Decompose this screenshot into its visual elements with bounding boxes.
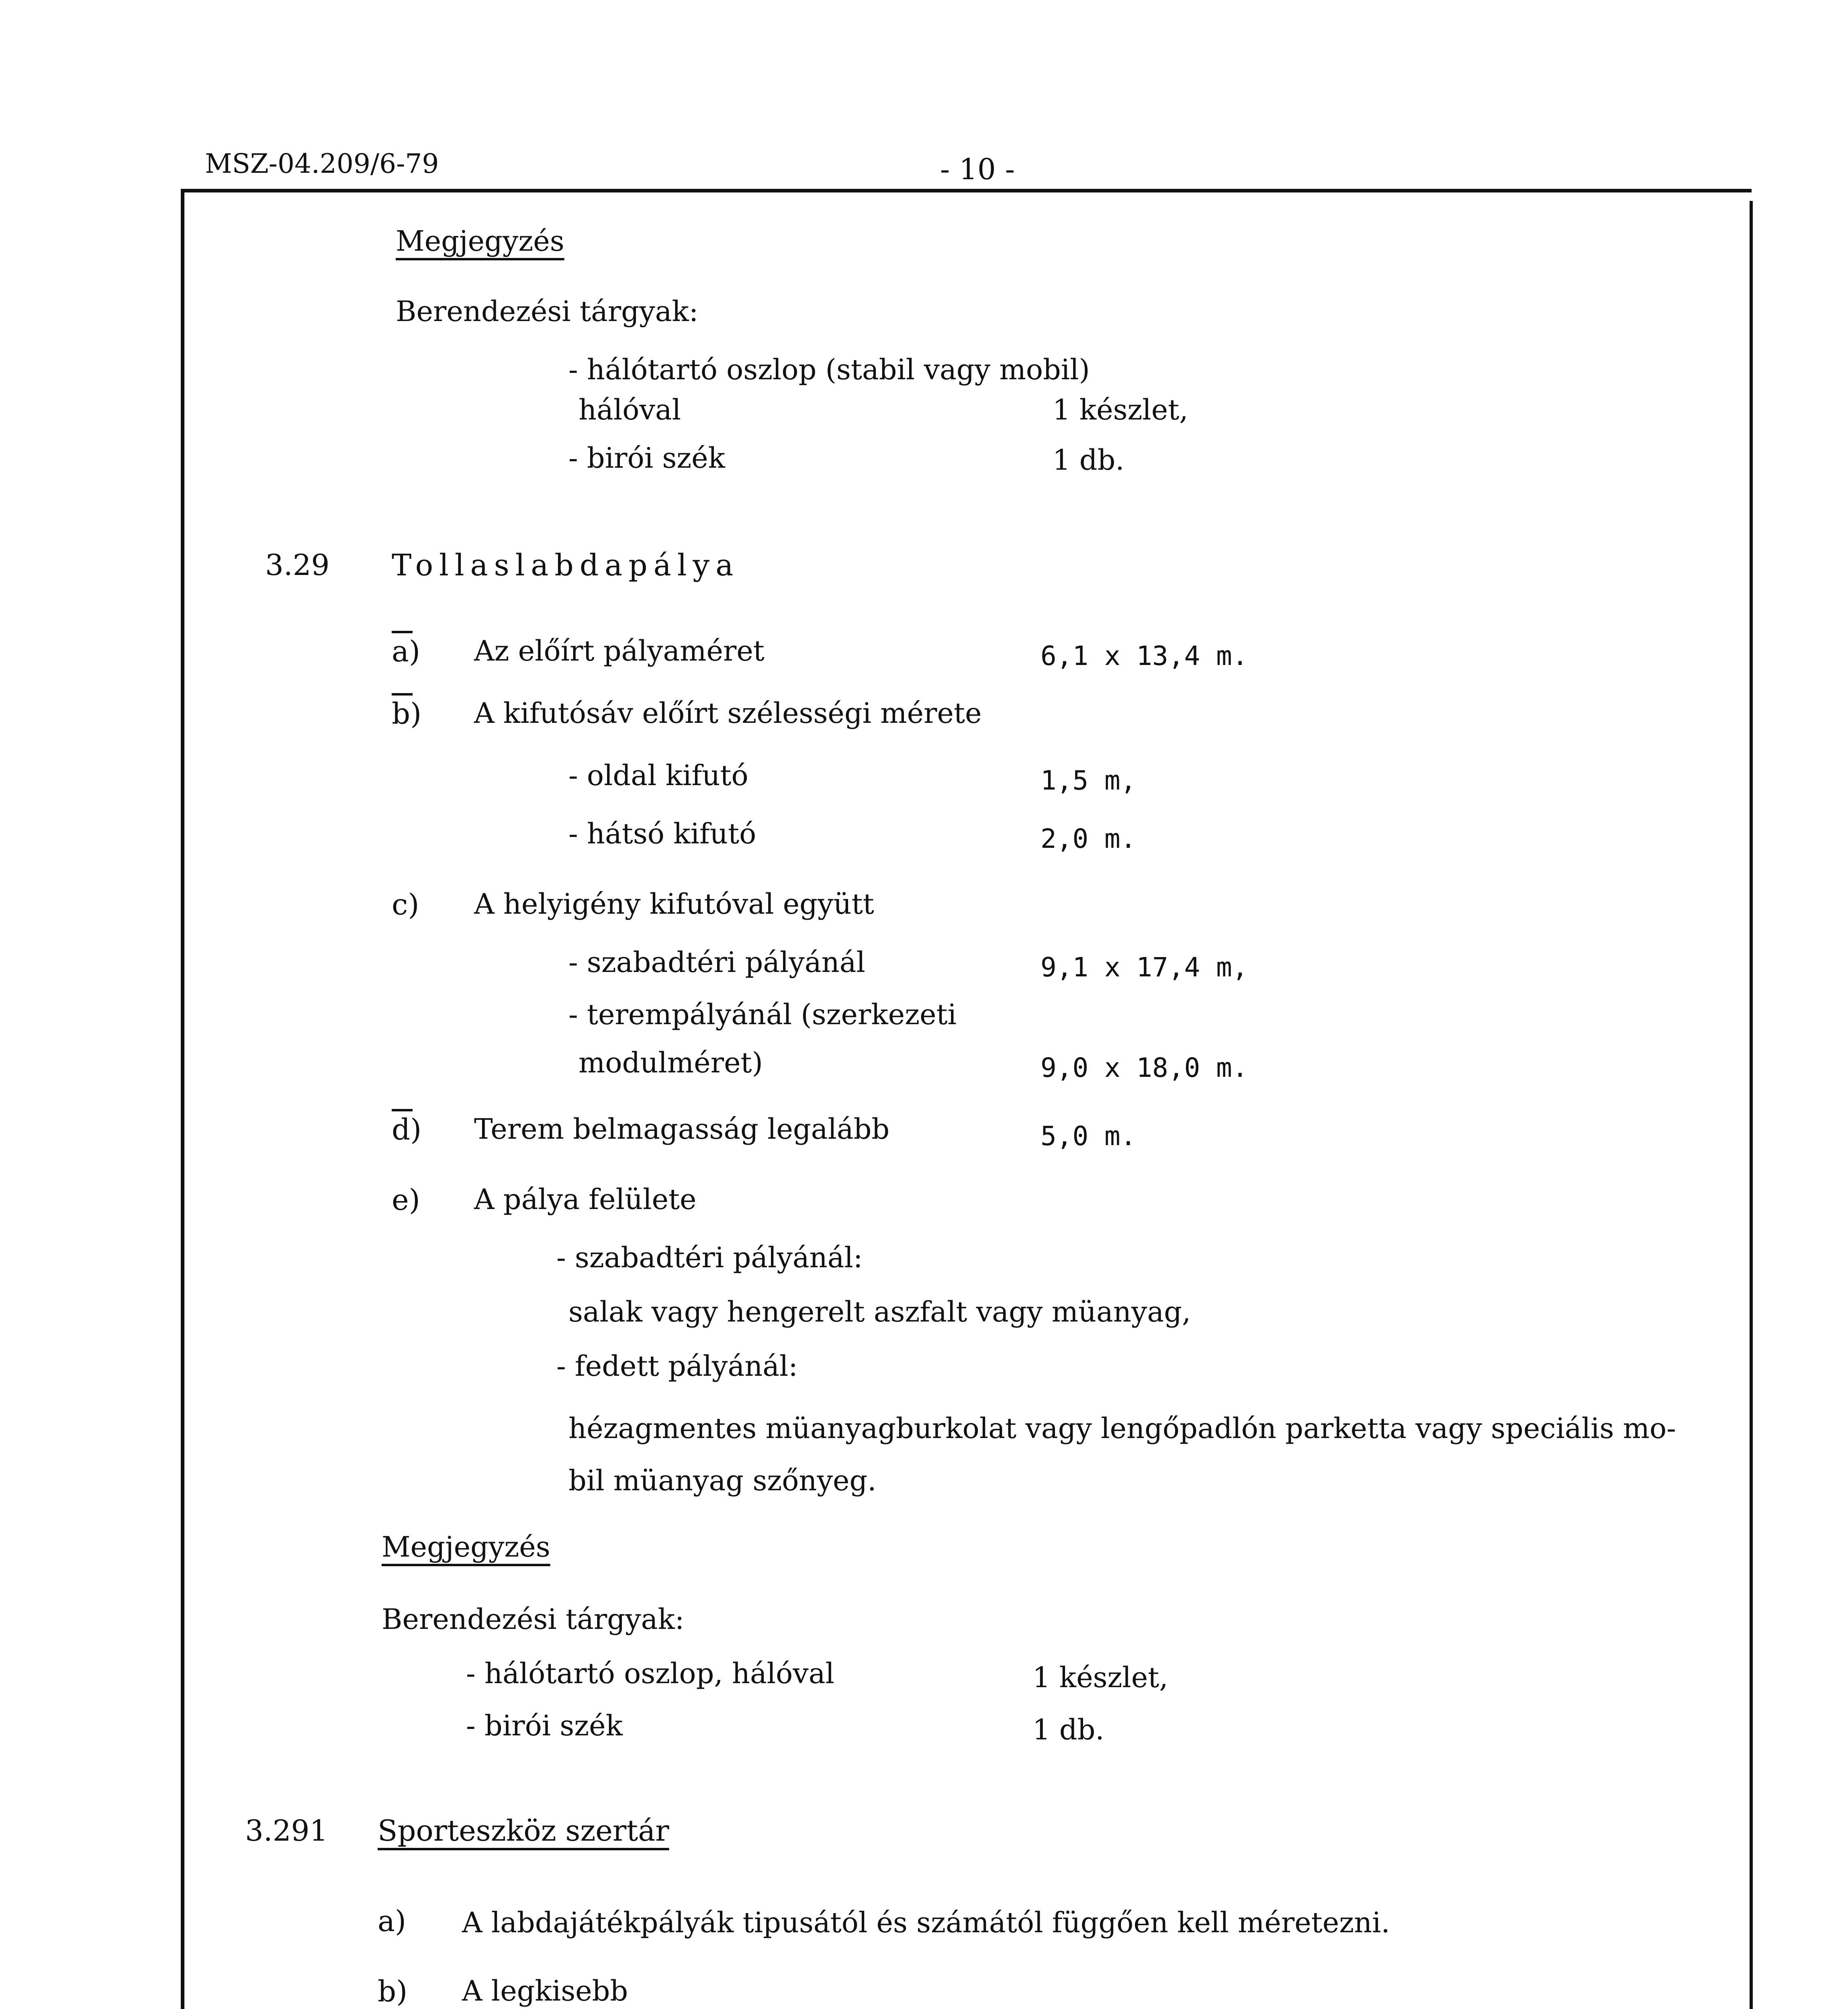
space-outdoor-value: 9,1 x 17,4 m, [1041, 952, 1248, 983]
frame-top-line [181, 189, 1752, 192]
storage-item-label-b: b) [378, 1974, 408, 2008]
equipment-label-1: Berendezési tárgyak: [396, 295, 699, 328]
item-text-e: A pálya felülete [474, 1183, 697, 1216]
equipment-label-2: Berendezési tárgyak: [382, 1603, 685, 1636]
surface-outdoor: - szabadtéri pályánál: [556, 1241, 863, 1274]
equipment-item-2: - birói szék [568, 442, 725, 475]
equipment-item-1-cont: hálóval [579, 393, 681, 426]
space-indoor-cont: modulméret) [579, 1046, 763, 1079]
item-label-c: c) [392, 888, 419, 921]
item-marker-d [392, 1109, 413, 1111]
equipment-item-1-qty: 1 készlet, [1053, 393, 1188, 426]
run-off-side-value: 1,5 m, [1041, 765, 1137, 796]
note-heading-2: Megjegyzés [382, 1530, 550, 1563]
page-number: - 10 - [940, 152, 1015, 186]
frame-right-line [1750, 201, 1753, 2009]
section-number-329: 3.29 [265, 548, 330, 582]
document-id: MSZ-04.209/6-79 [205, 148, 439, 179]
run-off-back-value: 2,0 m. [1041, 823, 1137, 854]
section-title-329: Tollaslabdapálya [392, 548, 740, 583]
item-marker-a [392, 631, 413, 633]
item-value-d: 5,0 m. [1041, 1121, 1137, 1152]
space-indoor: - terempályánál (szerkezeti [568, 998, 957, 1031]
item-label-e: e) [392, 1183, 420, 1217]
equipment-item-4: - birói szék [466, 1709, 623, 1742]
frame-left-line [181, 189, 184, 2009]
surface-covered-materials-cont: bil müanyag szőnyeg. [568, 1464, 877, 1497]
item-text-a: Az előírt pályaméret [474, 634, 765, 667]
section-title-3291: Sporteszköz szertár [378, 1814, 669, 1847]
item-value-a: 6,1 x 13,4 m. [1041, 640, 1248, 671]
surface-covered: - fedett pályánál: [556, 1350, 798, 1383]
storage-item-text-a: A labdajátékpályák tipusától és számától függően kell méretezni. [462, 1906, 1390, 1939]
run-off-back: - hátsó kifutó [568, 817, 756, 850]
space-indoor-value: 9,0 x 18,0 m. [1041, 1052, 1248, 1083]
note-heading-1: Megjegyzés [396, 225, 564, 258]
equipment-item-3: - hálótartó oszlop, hálóval [466, 1657, 834, 1690]
equipment-item-2-qty: 1 db. [1053, 444, 1124, 477]
storage-item-text-b: A legkisebb [462, 1974, 628, 2007]
equipment-item-3-qty: 1 készlet, [1032, 1661, 1168, 1694]
run-off-side: - oldal kifutó [568, 759, 748, 792]
section-number-3291: 3.291 [245, 1814, 328, 1847]
storage-item-label-a: a) [378, 1904, 407, 1938]
surface-outdoor-materials: salak vagy hengerelt aszfalt vagy müanyag, [568, 1295, 1191, 1328]
space-outdoor: - szabadtéri pályánál [568, 946, 865, 979]
equipment-item-1: - hálótartó oszlop (stabil vagy mobil) [568, 353, 1090, 386]
item-label-a: a) [392, 634, 421, 668]
item-marker-b [392, 693, 413, 696]
item-label-b: b) [392, 697, 422, 730]
surface-covered-materials: hézagmentes müanyagburkolat vagy lengőpadlón parketta vagy speciális mo- [568, 1412, 1676, 1445]
item-text-c: A helyigény kifutóval együtt [474, 888, 874, 921]
item-text-b: A kifutósáv előírt szélességi mérete [474, 697, 982, 730]
equipment-item-4-qty: 1 db. [1032, 1713, 1104, 1746]
item-text-d: Terem belmagasság legalább [474, 1113, 890, 1146]
item-label-d: d) [392, 1113, 422, 1146]
